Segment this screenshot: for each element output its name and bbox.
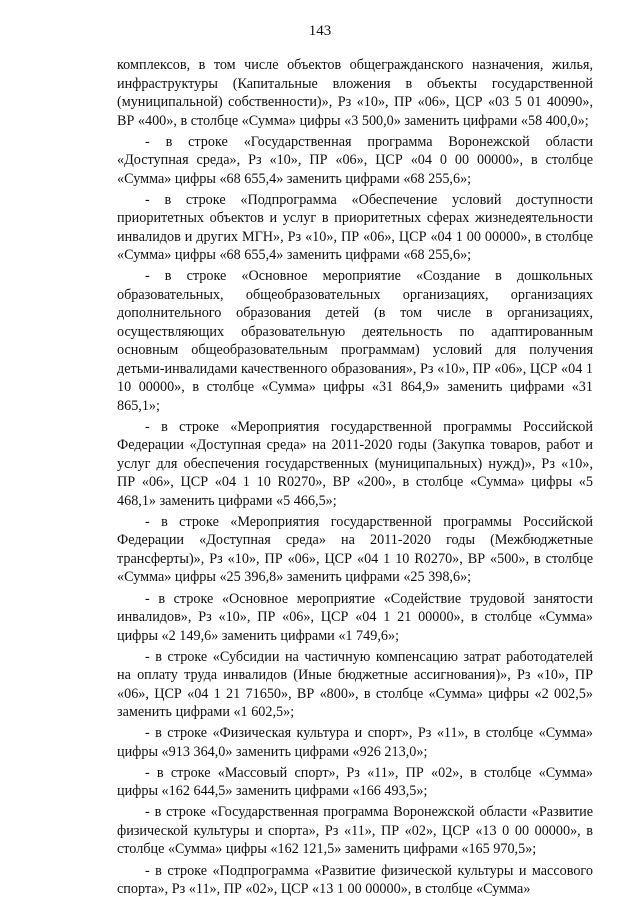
paragraph: - в строке «Подпрограмма «Развитие физической культуры и массового спорта», Рз «11», ПР «02», ЦСР «13 1 00 00000», в столбце «Сумма» [117, 862, 593, 898]
paragraph: - в строке «Подпрограмма «Обеспечение условий доступности приоритетных объектов и услуг в приоритетных сферах жизнедеятельности инвалидов и других МГН», Рз «10», ПР «06», ЦСР «04 1 00 00000», в столбце «Сумма» цифры «68 655,4» заменить цифрами «68 255,6»; [117, 191, 593, 264]
page-number: 143 [308, 23, 332, 39]
paragraph: - в строке «Физическая культура и спорт», Рз «11», в столбце «Сумма» цифры «913 364,0» заменить цифрами «926 213,0»; [117, 725, 593, 760]
paragraph: - в строке «Государственная программа Воронежской области «Доступная среда», Рз «10», ПР «06», ЦСР «04 0 00 00000», в столбце «Сумма» цифры «68 655,4» заменить цифрами «68 255,6»; [117, 133, 593, 187]
paragraph: - в строке «Государственная программа Воронежской области «Развитие физической культуры и спорта», Рз «11», ПР «02», ЦСР «13 0 00 00000», в столбце «Сумма» цифры «162 121,5» заменить цифрами «165 970,5»; [117, 804, 593, 858]
paragraph: - в строке «Основное мероприятие «Создание в дошкольных образовательных, общеобразовательных организациях, организациях дополнительного образования детей (в том числе в организациях, осуществляющих образовательную деятельность по адаптированным основным общеобразовательным программам) условий для получения детьми-инвалидами качественного образования», Рз «10», ПР «06», ЦСР «04 1 10 00000», в столбце «Сумма» цифры «31 864,9» заменить цифрами «31 865,1»; [117, 268, 593, 414]
paragraph: - в строке «Массовый спорт», Рз «11», ПР «02», в столбце «Сумма» цифры «162 644,5» заменить цифрами «166 493,5»; [117, 764, 593, 800]
paragraph: - в строке «Основное мероприятие «Содействие трудовой занятости инвалидов», Рз «10», ПР «06», ЦСР «04 1 21 00000», в столбце «Сумма» цифры «2 149,6» заменить цифрами «1 749,6»; [117, 590, 593, 644]
paragraph: - в строке «Субсидии на частичную компенсацию затрат работодателей на оплату труда инвалидов (Иные бюджетные ассигнования)», Рз «10», ПР «06», ЦСР «04 1 21 71650», ВР «800», в столбце «Сумма» цифры «2 002,5» заменить цифрами «1 602,5»; [117, 648, 593, 721]
paragraph: комплексов, в том числе объектов общегражданского назначения, жилья, инфраструктуры (Капитальные вложения в объекты государственной (муниципальной) собственности)», Рз «10», ПР «06», ЦСР «03 5 01 40090», ВР «400», в столбце «Сумма» цифры «3 500,0» заменить цифрами «58 400,0»; [117, 57, 593, 129]
paragraph: - в строке «Мероприятия государственной программы Российской Федерации «Доступная среда» на 2011-2020 годы (Межбюджетные трансферты)», Рз «10», ПР «06», ЦСР «04 1 10 R0270», ВР «500», в столбце «Сумма» цифры «25 396,8» заменить цифрами «25 398,6»; [117, 513, 593, 586]
document-body [117, 56, 593, 901]
paragraph: - в строке «Мероприятия государственной программы Российской Федерации «Доступная среда» на 2011-2020 годы (Закупка товаров, работ и услуг для обеспечения государственных (муниципальных) нужд)», Рз «10», ПР «06», ЦСР «04 1 10 R0270», ВР «200», в столбце «Сумма» цифры «5 468,1» заменить цифрами «5 466,5»; [117, 418, 593, 509]
